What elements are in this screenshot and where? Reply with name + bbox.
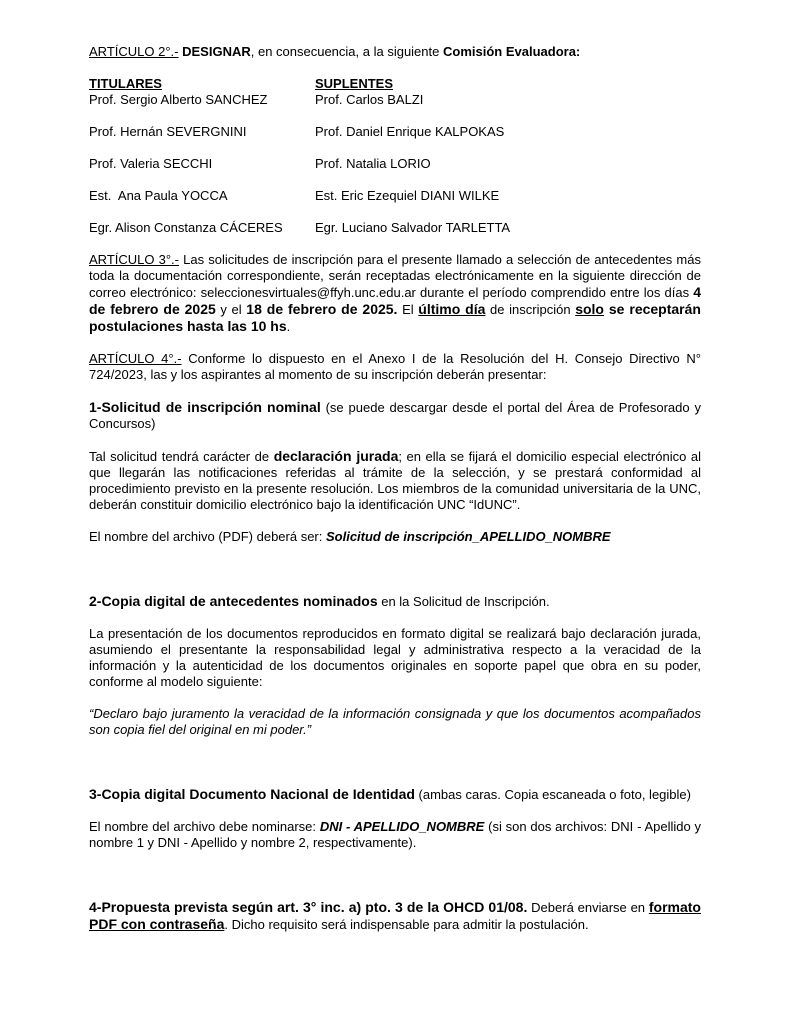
suplente-name: Prof. Natalia LORIO [315, 156, 431, 171]
item-1-text: Tal solicitud tendrá carácter de [89, 449, 274, 464]
committee-row [89, 220, 701, 236]
item-1-filename-text: El nombre del archivo (PDF) deberá ser: [89, 529, 326, 544]
pdf-format: formato PDF con contraseña [89, 899, 701, 932]
start-date: 4 de febrero de 2025 [89, 284, 701, 317]
committee-headers [89, 76, 701, 92]
titular-name: Egr. Alison Constanza CÁCERES [89, 220, 283, 235]
item-2-paragraph [89, 626, 701, 690]
article-3-text: El [397, 302, 419, 317]
item-4-paragraph [89, 899, 701, 933]
item-3-text: (si son dos archivos: DNI - Apellido y nombre 1 y DNI - Apellido y nombre 2, respectivamente). [89, 819, 701, 850]
solo-word: solo [575, 301, 604, 317]
item-2-title: 2-Copia digital de antecedentes nominados [89, 593, 378, 609]
item-3-title-rest: (ambas caras. Copia escaneada o foto, legible) [414, 787, 691, 802]
committee-row [89, 92, 701, 108]
item-2-title-rest: en la Solicitud de Inscripción. [377, 594, 550, 609]
item-3-title: 3-Copia digital Documento Nacional de Identidad [89, 786, 415, 802]
article-2-object: Comisión Evaluadora: [443, 44, 581, 59]
titular-name: Prof. Hernán SEVERGNINI [89, 124, 247, 139]
item-1-title-rest: (se puede descargar desde el portal del Área de Profesorado y Concursos) [89, 400, 701, 431]
article-3-label: ARTÍCULO 3°.- [89, 252, 179, 267]
item-1-title: 1-Solicitud de inscripción nominal [89, 399, 321, 415]
item-1-paragraph [89, 448, 701, 513]
item-2-text: La presentación de los documentos reproducidos en formato digital se realizará bajo declaración jurada, asumiendo el presentante la responsabilidad legal y administrativa respecto a la veracidad de la información y la autenticidad de los documentos originales en soporte papel que obra en su poder, conforme al modelo siguiente: [89, 626, 701, 689]
article-4 [89, 351, 701, 383]
article-2-text: , en consecuencia, a la siguiente [250, 44, 440, 59]
article-4-label: ARTÍCULO 4°.- [89, 351, 182, 366]
titular-name: Prof. Sergio Alberto SANCHEZ [89, 92, 268, 107]
end-date: 18 de febrero de 2025. [246, 301, 398, 317]
item-3-paragraph [89, 819, 701, 851]
article-3-text: de inscripción [485, 302, 576, 317]
item-1-heading [89, 399, 701, 432]
article-4-text: Conforme lo dispuesto en el Anexo I de la Resolución del H. Consejo Directivo N° 724/2023, las y los aspirantes al momento de su inscripción deberán presentar: [89, 351, 701, 382]
committee-row [89, 188, 701, 204]
item-3-filename-value: DNI - APELLIDO_NOMBRE [319, 819, 485, 834]
declaracion-jurada: declaración jurada [273, 448, 399, 464]
item-4-text: . Dicho requisito será indispensable para admitir la postulación. [224, 917, 589, 932]
item-2-quote-text: “Declaro bajo juramento la veracidad de la información consignada y que los documentos acompañados son copia fiel del original en mi poder.” [89, 706, 701, 737]
article-3-text: y el [215, 302, 247, 317]
deadline-hour: se receptarán postulaciones hasta las 10 hs [89, 301, 701, 334]
item-4-title: 4-Propuesta prevista según art. 3° inc. a) pto. 3 de la OHCD 01/08. [89, 899, 528, 915]
suplente-name: Est. Eric Ezequiel DIANI WILKE [315, 188, 500, 203]
titular-name: Prof. Valeria SECCHI [89, 156, 213, 171]
last-day: último día [418, 301, 486, 317]
document-page [89, 40, 701, 933]
titulares-header: TITULARES [89, 76, 162, 91]
article-2 [89, 44, 701, 60]
suplentes-header: SUPLENTES [315, 76, 394, 91]
article-3-text: . [286, 319, 291, 334]
article-3-text: Las solicitudes de inscripción para el presente llamado a selección de antecedentes más toda la documentación correspondiente, serán receptadas electrónicamente en la siguiente dirección de correo electrónico: seleccionesvirtuales@ffyh.unc.edu.ar durante el período comprendido entre los días [89, 252, 701, 300]
article-2-label: ARTÍCULO 2°.- [89, 44, 179, 59]
suplente-name: Prof. Daniel Enrique KALPOKAS [315, 124, 505, 139]
suplente-name: Egr. Luciano Salvador TARLETTA [315, 220, 511, 235]
article-2-verb: DESIGNAR [182, 44, 251, 59]
article-3 [89, 252, 701, 335]
suplente-name: Prof. Carlos BALZI [315, 92, 424, 107]
item-2-heading [89, 593, 701, 610]
item-1-filename [89, 529, 701, 545]
item-1-filename-value: Solicitud de inscripción_APELLIDO_NOMBRE [325, 529, 611, 544]
titular-name: Est. Ana Paula YOCCA [89, 188, 228, 203]
item-4-text: Deberá enviarse en [527, 900, 649, 915]
item-2-quote [89, 706, 701, 738]
committee-table [89, 76, 701, 236]
committee-row [89, 156, 701, 172]
item-1-text: ; en ella se fijará el domicilio especial electrónico al que llegarán las notificaciones referidas al trámite de la selección, y se prestará conformidad al procedimiento previsto en la presente resolución. Los miembros de la comunidad universitaria de la UNC, deberán constituir domicilio electrónico bajo la identificación UNC “IdUNC”. [89, 449, 702, 512]
item-3-text: El nombre del archivo debe nominarse: [89, 819, 320, 834]
item-3-heading [89, 786, 701, 803]
committee-row [89, 124, 701, 140]
